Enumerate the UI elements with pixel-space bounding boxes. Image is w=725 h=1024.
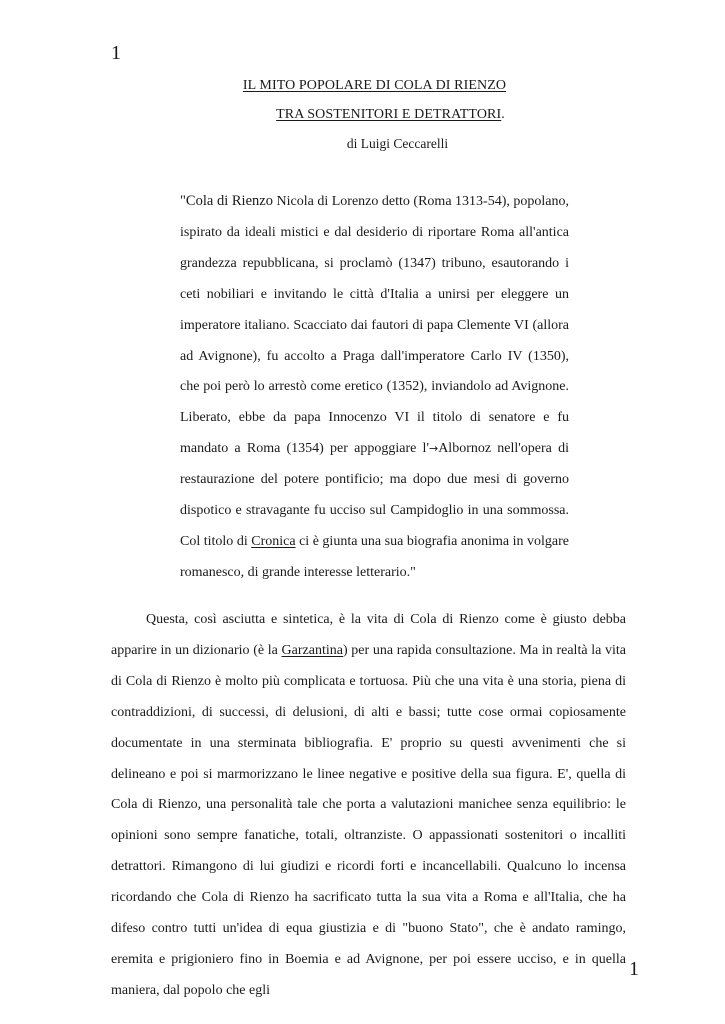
garzantina-link[interactable]: Garzantina	[281, 642, 343, 658]
body-text-2: ) per una rapida consultazione. Ma in realtà la vita di Cola di Rienzo è molto più complicata e tortuosa. Più che una vita è una storia, piena di contraddizioni, di successi, di delusioni, di alti e bassi; tutte cose ormai copiosamente documentate in una sterminata bibliografia. E' proprio su questi avvenimenti che si delineano e poi si marmorizzano le linee negative e positive della sua figura. E', quella di Cola di Rienzo, una personalità tale che porta a valutazioni manichee senza equilibrio: le opinioni sono sempre fanatiche, totali, oltranziste. O appassionati sostenitori o incalliti detrattori. Rimangono di lui giudizi e ricordi forti e incancellabili. Qualcuno lo incensa ricordando che Cola di Rienzo ha sacrificato tutta la sua vita a Roma e all'Italia, che ha difeso contro tutti un'idea di equa giustizia e di "buono Stato", che è andato ramingo, eremita e prigioniero fino in Boemia e ad Avignone, per poi essere ucciso, e in quella maniera, dal popolo che egli	[111, 642, 626, 998]
page-number-bottom: 1	[629, 958, 639, 980]
quote-text-2: Albornoz nell'opera di restaurazione del potere pontificio; ma dopo due mesi di governo dispotico e stravagante fu ucciso sul Campidoglio in una sommossa. Col titolo di	[180, 441, 569, 549]
title-line-2-period: .	[501, 107, 505, 122]
quote-text-3: ci è giunta una sua biografia anonima in volgare romanesco, di grande interesse letterario."	[180, 533, 569, 580]
author-line: di Luigi Ceccarelli	[346, 136, 449, 151]
title-line-1-text: IL MITO POPOLARE DI COLA DI RIENZO	[242, 78, 507, 93]
body-paragraph	[111, 605, 626, 1007]
cronica-link[interactable]: Cronica	[251, 533, 296, 549]
page-number-top: 1	[111, 42, 121, 64]
title-line-2-text: TRA SOSTENITORI E DETRATTORI	[276, 107, 502, 122]
arrow-icon: →	[428, 442, 439, 456]
quote-lead: "Cola di Rienzo	[180, 193, 273, 209]
dictionary-quote	[180, 186, 569, 589]
body-text-1: Questa, così asciutta e sintetica, è la vita di Cola di Rienzo come è giusto debba apparire in un dizionario (è la	[111, 612, 626, 658]
document-title-line-1	[12, 78, 725, 94]
document-title-line-2	[28, 107, 725, 123]
quote-text-1: Nicola di Lorenzo detto (Roma 1313-54), popolano, ispirato da ideali mistici e dal desiderio di riportare Roma all'antica grandezza repubblicana, si proclamò (1347) tribuno, esautorando i ceti nobiliari e invitando le città d'Italia a unirsi per eleggere un imperatore italiano. Scacciato dai fautori di papa Clemente VI (allora ad Avignone), fu accolto a Praga dall'imperatore Carlo IV (1350), che poi però lo arrestò come eretico (1352), inviandolo ad Avignone. Liberato, ebbe da papa Innocenzo VI il titolo di senatore e fu mandato a Roma (1354) per appoggiare l'	[180, 194, 570, 457]
